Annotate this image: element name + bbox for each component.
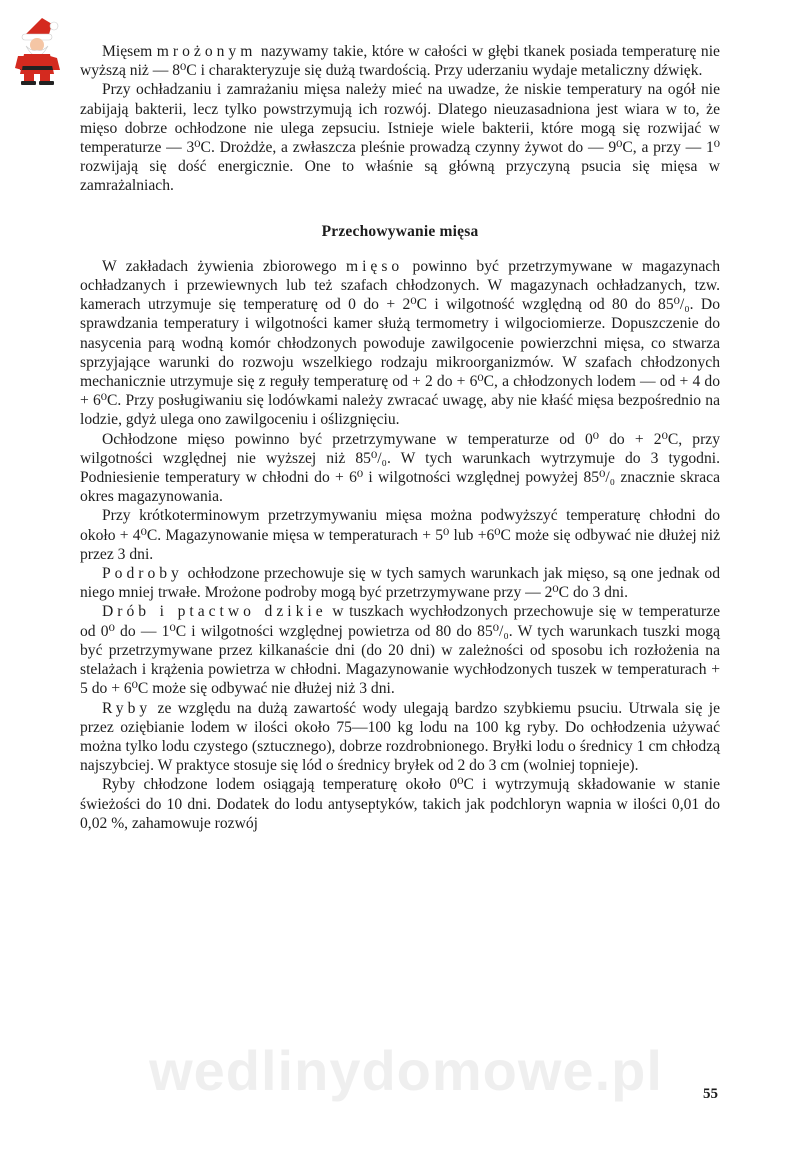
document-page	[80, 42, 720, 833]
paragraph-offal: Podroby ochłodzone przechowuje się w tych samych warunkach jak mięso, są one jednak od niego mniej trwałe. Mrożone podroby mogą być przetrzymywane przy — 2⁰C do 3 dni.	[80, 565, 720, 602]
emphasized-term: mrożonym	[156, 43, 257, 60]
paragraph-bacteria: Przy ochładzaniu i zamrażaniu mięsa należy mieć na uwadze, że niskie temperatury na ogół nie zabijają bakterii, lecz tylko powstrzymują ich rozwój. Dlatego nieuzasadniona jest wiara w to, że mięso dobrze ochłodzone nie ulega zepsuciu. Istnieje wiele bakterii, które mogą się rozwijać w temperaturze — 3⁰C. Drożdże, a zwłaszcza pleśnie prowadzą czynny żywot do — 9⁰C, a przy — 1⁰ rozwijają się dość energicznie. One to właśnie są główną przyczyną psucia się mięsa w zamrażalniach.	[80, 81, 720, 195]
santa-claus-icon	[12, 14, 64, 86]
paragraph-storage: W zakładach żywienia zbiorowego mięso powinno być przetrzymywane w magazynach ochładzanych i przewiewnych lub też szafach chłodzonych. W magazynach ochładzanych, tzw. kamerach utrzymuje się temperaturę od 0 do + 2⁰C i wilgotność względną od 80 do 85⁰/₀. Do sprawdzania temperatury i wilgotności kamer służą termometry i wilgociomierze. Dopuszczenie do nasycenia parą wodną komór chłodzonych powoduje zawilgocenie powierzchni mięsa, co stwarza sprzyjające warunki do rozwoju wszelkiego rodzaju mikroorganizmów. W szafach chłodzonych mechanicznie utrzymuje się z reguły temperaturę od + 2 do + 6⁰C, a chłodzonych lodem — od + 4 do + 6⁰C. Przy posługiwaniu się lodówkami należy zwracać uwagę, aby nie kłaść mięsa bezpośrednio na lodzie, gdyż ulega ono zawilgoceniu i oślizgnięciu.	[80, 257, 720, 429]
paragraph-fish: Ryby ze względu na dużą zawartość wody ulegają bardzo szybkiemu psuciu. Utrwala się je przez oziębianie lodem w ilości około 75—100 kg lodu na 100 kg ryby. Do ochłodzenia używać można tylko lodu czystego (sztucznego), dobrze rozdrobnionego. Bryłki lodu o średnicy 1 cm chłodzą najszybciej. W praktyce stosuje się lód o średnicy bryłek od 2 do 3 cm (wolniej topnieje).	[80, 699, 720, 775]
paragraph-chilled-meat: Ochłodzone mięso powinno być przetrzymywane w temperaturze od 0⁰ do + 2⁰C, przy wilgotności względnej nie wyższej niż 85⁰/₀. W tych warunkach wytrzymuje do 3 tygodni. Podniesienie temperatury w chłodni do + 6⁰ i wilgotności względnej powyżej 85⁰/₀ znacznie skraca okres magazynowania.	[80, 430, 720, 506]
paragraph-poultry: Drób i ptactwo dzikie w tuszkach wychłodzonych przechowuje się w temperaturze od 0⁰ do — 1⁰C i wilgotności względnej powietrza od 80 do 85⁰/₀. W tych warunkach tuszki mogą być przetrzymywane przez kilkanaście dni (do 20 dni) w zależności od sposobu ich rozłożenia na stelażach i krążenia powietrza w chłodni. Magazynowanie wychłodzonych tuszek w temperaturach + 5 do + 6⁰C może się odbywać nie dłużej niż 3 dni.	[80, 603, 720, 698]
page-number: 55	[703, 1086, 718, 1102]
emphasized-term: Podroby	[102, 565, 183, 583]
emphasized-term: mięso	[345, 257, 404, 275]
emphasized-term: Ryby	[102, 699, 152, 717]
watermark: wedlinydomowe.pl	[149, 1039, 663, 1102]
emphasized-term: Drób i ptactwo dzikie	[102, 603, 327, 621]
paragraph-frozen-meat: Mięsem mrożonym nazywamy takie, które w całości w głębi tkanek posiada temperaturę nie wyższą niż — 8⁰C i charakteryzuje się dużą twardością. Przy uderzaniu wydaje metaliczny dźwięk.	[80, 43, 720, 80]
paragraph-short-term: Przy krótkoterminowym przetrzymywaniu mięsa można podwyższyć temperaturę chłodni do około + 4⁰C. Magazynowanie mięsa w temperaturach + 5⁰ lub +6⁰C może się odbywać nie dłużej niż przez 3 dni.	[80, 507, 720, 563]
section-heading: Przechowywanie mięsa	[321, 222, 479, 240]
paragraph-fish-ice: Ryby chłodzone lodem osiągają temperaturę około 0⁰C i wytrzymują składowanie w stanie świeżości do 10 dni. Dodatek do lodu antyseptyków, takich jak podchloryn wapnia w ilości 0,01 do 0,02 %, zahamowuje rozwój	[80, 776, 720, 832]
